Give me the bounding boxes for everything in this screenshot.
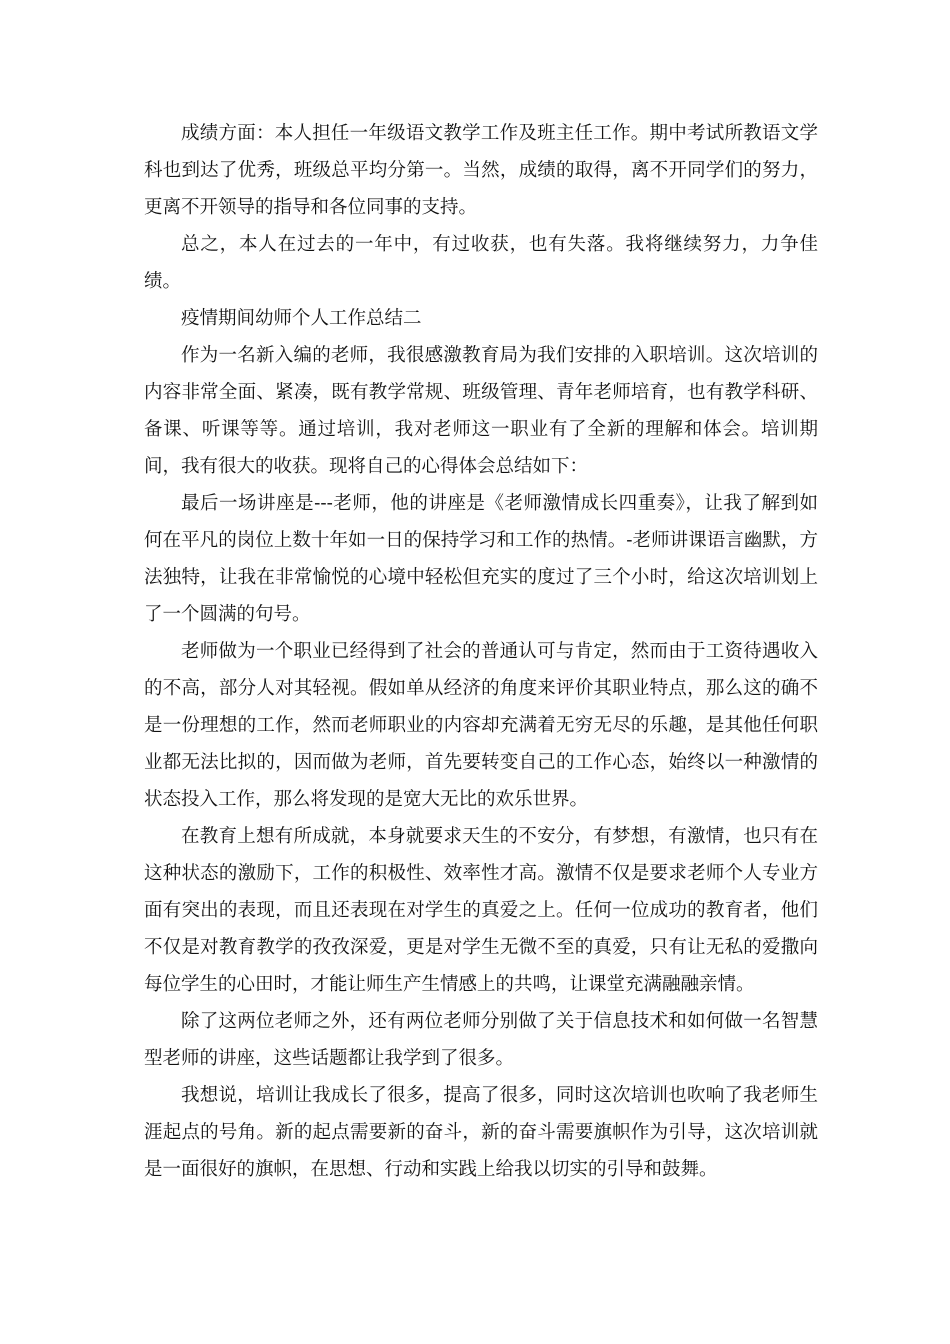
paragraph-other-lectures: 除了这两位老师之外，还有两位老师分别做了关于信息技术和如何做一名智慧型老师的讲座，这些话题都让我学到了很多。: [144, 1011, 818, 1069]
paragraph-profession: 老师做为一个职业已经得到了社会的普通认可与肯定，然而由于工资待遇收入的不高，部分人对其轻视。假如单从经济的角度来评价其职业特点，那么这的确不是一份理想的工作，然而老师职业的内容却充满着无穷无尽的乐趣，是其他任何职业都无法比拟的，因而做为老师，首先要转变自己的工作心态，始终以一种激情的状态投入工作，那么将发现的是宽大无比的欢乐世界。: [144, 641, 818, 810]
paragraph-training-intro: 作为一名新入编的老师，我很感激教育局为我们安排的入职培训。这次培训的内容非常全面、紧凑，既有教学常规、班级管理、青年老师培育，也有教学科研、备课、听课等等。通过培训，我对老师这一职业有了全新的理解和体会。培训期间，我有很大的收获。现将自己的心得体会总结如下：: [144, 345, 818, 477]
section-heading: 疫情期间幼师个人工作总结二: [181, 308, 422, 329]
document-body: [144, 115, 818, 1188]
paragraph-summary: 总之，本人在过去的一年中，有过收获，也有失落。我将继续努力，力争佳绩。: [144, 234, 818, 292]
paragraph-grades: 成绩方面：本人担任一年级语文教学工作及班主任工作。期中考试所教语文学科也到达了优秀，班级总平均分第一。当然，成绩的取得，离不开同学们的努力，更离不开领导的指导和各位同事的支持。: [144, 123, 818, 218]
paragraph-passion: 在教育上想有所成就，本身就要求天生的不安分，有梦想，有激情，也只有在这种状态的激励下，工作的积极性、效率性才高。激情不仅是要求老师个人专业方面有突出的表现，而且还表现在对学生的真爱之上。任何一位成功的教育者，他们不仅是对教育教学的孜孜深爱，更是对学生无微不至的真爱，只有让无私的爱撒向每位学生的心田时，才能让师生产生情感上的共鸣，让课堂充满融融亲情。: [144, 826, 818, 995]
paragraph-last-lecture: 最后一场讲座是---老师，他的讲座是《老师激情成长四重奏》，让我了解到如何在平凡的岗位上数十年如一日的保持学习和工作的热情。-老师讲课语言幽默，方法独特，让我在非常愉悦的心境中轻松但充实的度过了三个小时，给这次培训划上了一个圆满的句号。: [144, 493, 818, 625]
paragraph-conclusion: 我想说，培训让我成长了很多，提高了很多，同时这次培训也吹响了我老师生涯起点的号角。新的起点需要新的奋斗，新的奋斗需要旗帜作为引导，这次培训就是一面很好的旗帜，在思想、行动和实践上给我以切实的引导和鼓舞。: [144, 1085, 818, 1180]
